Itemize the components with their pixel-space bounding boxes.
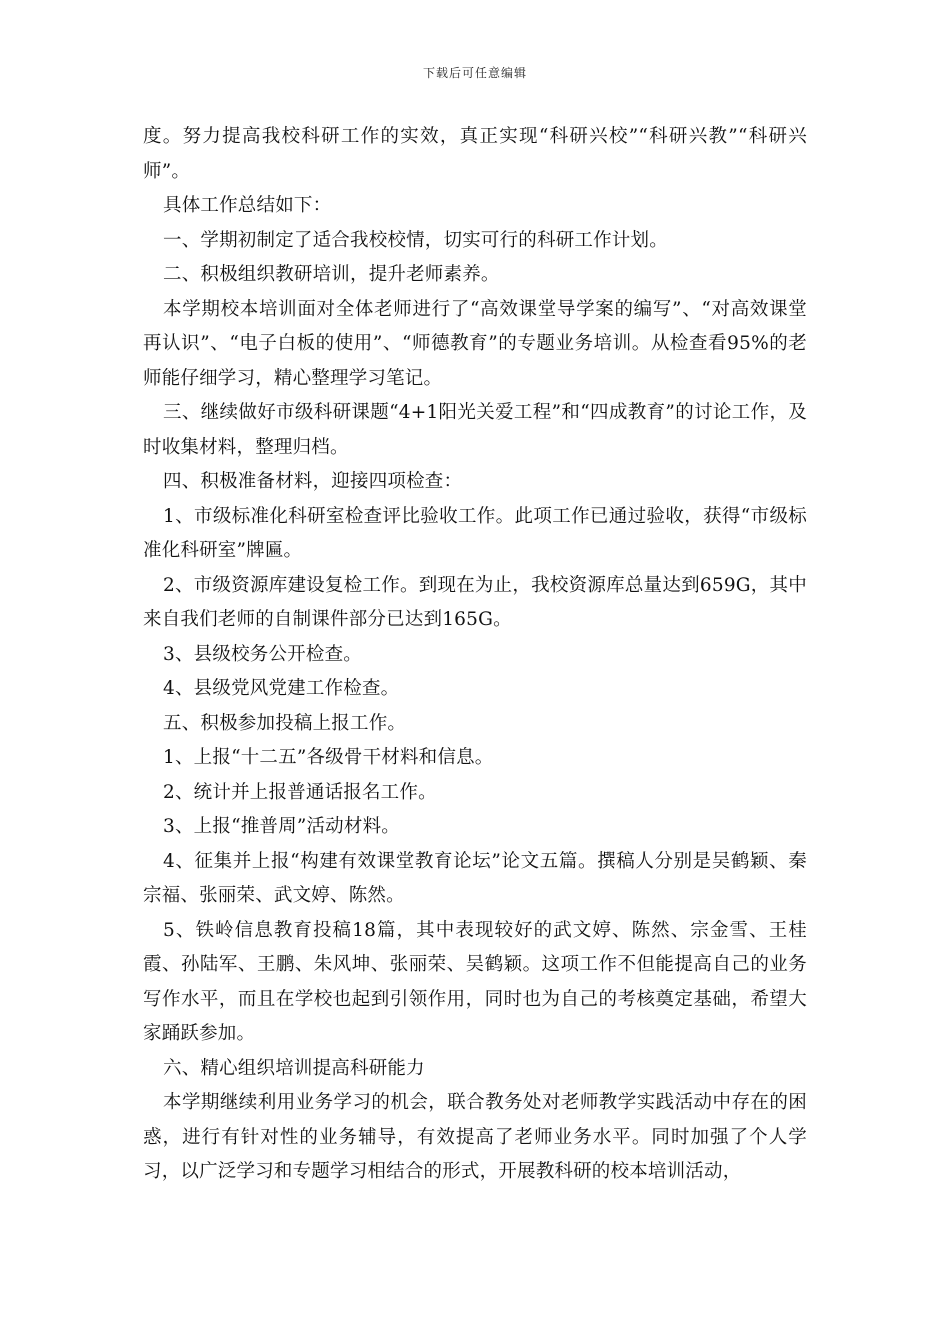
paragraph: 本学期校本培训面对全体老师进行了“高效课堂导学案的编写”、“对高效课堂再认识”、“电子白板的使用”、“师德教育”的专题业务培训。从检查看95%的老师能仔细学习，精心整理学习笔记。 bbox=[143, 298, 807, 389]
paragraph: 2、市级资源库建设复检工作。到现在为止，我校资源库总量达到659G，其中来自我们老师的自制课件部分已达到165G。 bbox=[143, 574, 807, 630]
paragraph: 4、县级党风党建工作检查。 bbox=[163, 678, 400, 699]
paragraph: 4、征集并上报“构建有效课堂教育论坛”论文五篇。撰稿人分别是吴鹤颖、秦宗福、张丽荣、武文婷、陈然。 bbox=[143, 850, 807, 906]
paragraph: 1、上报“十二五”各级骨干材料和信息。 bbox=[163, 747, 494, 768]
paragraph: 六、精心组织培训提高科研能力 bbox=[163, 1057, 425, 1079]
paragraph: 具体工作总结如下： bbox=[163, 195, 332, 216]
paragraph: 二、积极组织教研培训，提升老师素养。 bbox=[163, 264, 500, 285]
page-header: 下载后可任意编辑 bbox=[422, 66, 527, 80]
paragraph: 5、铁岭信息教育投稿18篇，其中表现较好的武文婷、陈然、宗金雪、王桂霞、孙陆军、王鹏、朱风坤、张丽荣、吴鹤颖。这项工作不但能提高自己的业务写作水平，而且在学校也起到引领作用，同时也为自己的考核奠定基础，希望大家踊跃参加。 bbox=[143, 919, 807, 1044]
paragraph: 本学期继续利用业务学习的机会，联合教务处对老师教学实践活动中存在的困惑，进行有针对性的业务辅导，有效提高了老师业务水平。同时加强了个人学习，以广泛学习和专题学习相结合的形式，开展教科研的校本培训活动， bbox=[143, 1092, 807, 1182]
paragraph: 2、统计并上报普通话报名工作。 bbox=[163, 781, 437, 803]
paragraph: 3、县级校务公开检查。 bbox=[163, 643, 362, 665]
document-body bbox=[143, 120, 807, 1190]
paragraph: 三、继续做好市级科研课题“4+1阳光关爱工程”和“四成教育”的讨论工作，及时收集材料，整理归档。 bbox=[143, 402, 807, 458]
paragraph: 四、积极准备材料，迎接四项检查： bbox=[163, 471, 463, 492]
paragraph: 度。努力提高我校科研工作的实效，真正实现“科研兴校”“科研兴教”“科研兴师”。 bbox=[143, 126, 807, 182]
paragraph: 五、积极参加投稿上报工作。 bbox=[163, 712, 407, 734]
paragraph: 1、市级标准化科研室检查评比验收工作。此项工作已通过验收，获得“市级标准化科研室”牌匾。 bbox=[143, 505, 807, 561]
paragraph: 一、学期初制定了适合我校校情，切实可行的科研工作计划。 bbox=[163, 229, 668, 251]
paragraph: 3、上报“推普周”活动材料。 bbox=[163, 816, 400, 837]
